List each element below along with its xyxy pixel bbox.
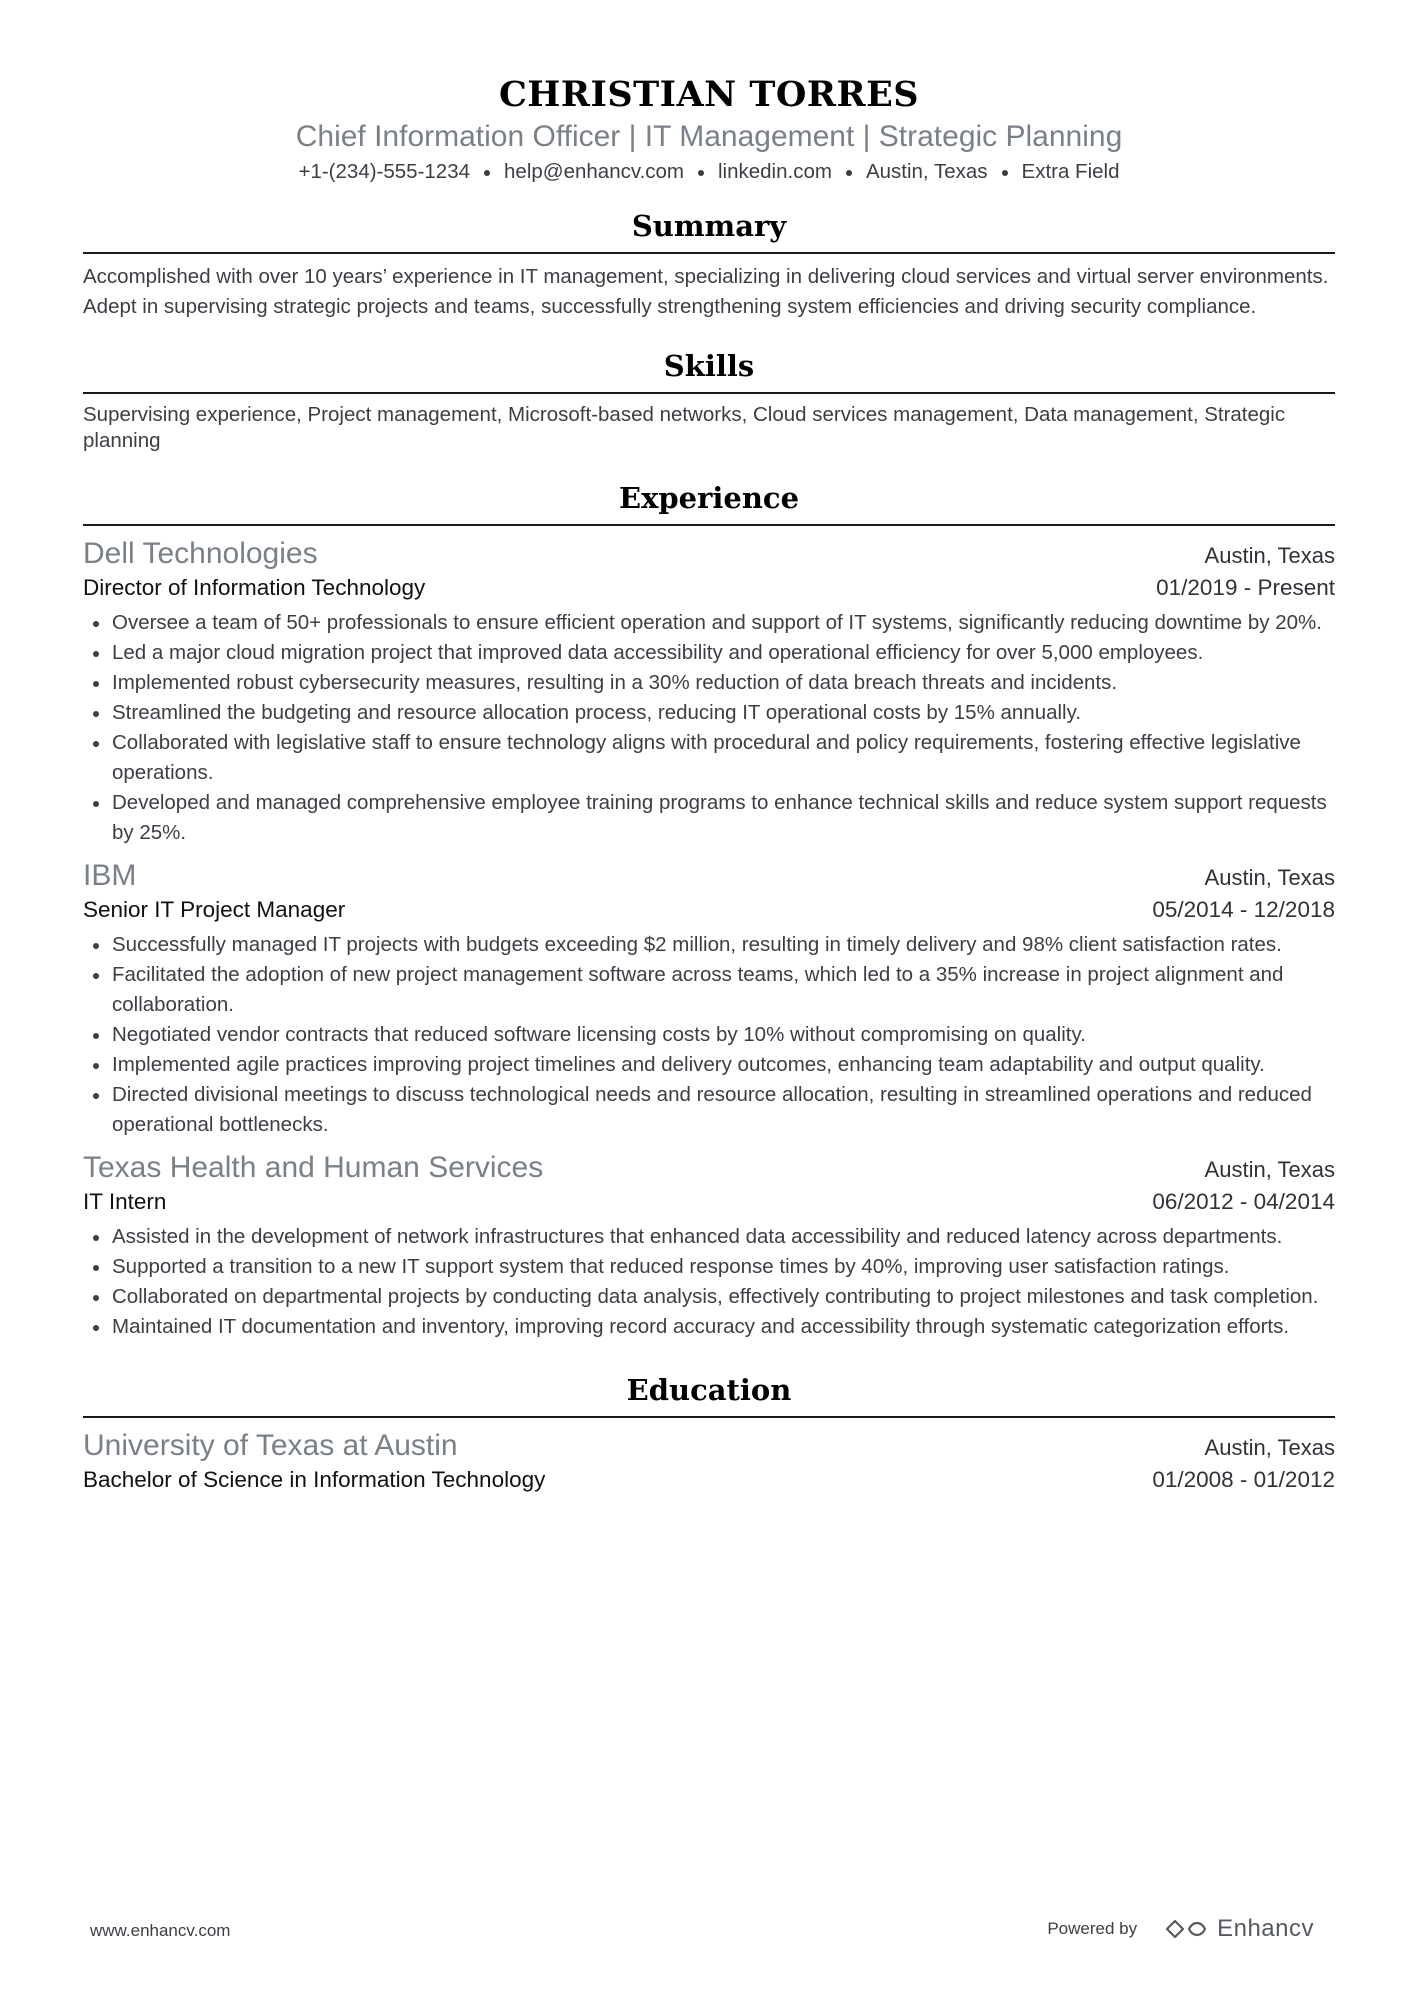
job-entry xyxy=(83,858,1335,1140)
job-role: Director of Information Technology xyxy=(83,575,426,600)
bullet-item: Developed and managed comprehensive employee training programs to enhance technical skills and reduce system support requests by 25%. xyxy=(83,788,1335,848)
job-dates: 06/2012 - 04/2014 xyxy=(1152,1189,1335,1214)
job-bullets xyxy=(83,1222,1335,1342)
experience-section xyxy=(83,480,1335,1342)
bullet-item: Streamlined the budgeting and resource allocation process, reducing IT operational costs by 15% annually. xyxy=(83,698,1335,728)
bullet-item: Collaborated with legislative staff to ensure technology aligns with procedural and policy requirements, fostering effective legislative operations. xyxy=(83,728,1335,788)
school-location: Austin, Texas xyxy=(1204,1435,1335,1460)
bullet-item: Oversee a team of 50+ professionals to ensure efficient operation and support of IT systems, significantly reducing downtime by 20%. xyxy=(83,608,1335,638)
job-entry xyxy=(83,1150,1335,1342)
education-entry xyxy=(83,1428,1335,1496)
contact-email[interactable]: help@enhancv.com xyxy=(504,160,684,183)
separator-dot-icon xyxy=(484,170,490,176)
job-dates: 05/2014 - 12/2018 xyxy=(1152,897,1335,922)
footer-website[interactable]: www.enhancv.com xyxy=(90,1921,231,1940)
skills-title: Skills xyxy=(663,349,755,383)
job-location: Austin, Texas xyxy=(1204,543,1335,568)
summary-text: Accomplished with over 10 years’ experience in IT management, specializing in delivering cloud services and virtual server environments. Adept in supervising strategic projects and teams, successfully strengthening system efficiencies and driving security compliance. xyxy=(83,265,1329,318)
bullet-item: Collaborated on departmental projects by conducting data analysis, effectively contributing to project milestones and task completion. xyxy=(83,1282,1335,1312)
bullet-item: Implemented agile practices improving project timelines and delivery outcomes, enhancing team adaptability and output quality. xyxy=(83,1050,1335,1080)
bullet-item: Led a major cloud migration project that improved data accessibility and operational efficiency for over 5,000 employees. xyxy=(83,638,1335,668)
job-role: Senior IT Project Manager xyxy=(83,897,346,922)
job-role: IT Intern xyxy=(83,1189,167,1214)
job-dates: 01/2019 - Present xyxy=(1156,575,1335,600)
contact-linkedin[interactable]: linkedin.com xyxy=(718,160,832,183)
brand-name: Enhancv xyxy=(1217,1915,1314,1942)
contact-line xyxy=(83,158,1335,186)
summary-section xyxy=(83,208,1335,322)
job-location: Austin, Texas xyxy=(1204,1157,1335,1182)
powered-by-label: Powered by xyxy=(1047,1919,1138,1938)
job-bullets xyxy=(83,930,1335,1140)
school-name: University of Texas at Austin xyxy=(83,1429,458,1462)
experience-title: Experience xyxy=(618,481,800,515)
separator-dot-icon xyxy=(698,170,704,176)
resume-page xyxy=(83,0,1335,1496)
summary-title: Summary xyxy=(631,209,787,243)
page-footer xyxy=(90,1915,1314,1945)
degree: Bachelor of Science in Information Technology xyxy=(83,1467,546,1492)
powered-by[interactable] xyxy=(1047,1915,1314,1943)
contact-extra-field: Extra Field xyxy=(1021,160,1120,183)
separator-dot-icon xyxy=(1002,170,1008,176)
bullet-item: Assisted in the development of network infrastructures that enhanced data accessibility and reduced latency across departments. xyxy=(83,1222,1335,1252)
job-location: Austin, Texas xyxy=(1204,865,1335,890)
skills-section xyxy=(83,348,1335,454)
bullet-item: Negotiated vendor contracts that reduced software licensing costs by 10% without compromising on quality. xyxy=(83,1020,1335,1050)
section-divider xyxy=(83,252,1335,254)
resume-header xyxy=(83,0,1335,186)
bullet-item: Facilitated the adoption of new project management software across teams, which led to a 35% increase in project alignment and collaboration. xyxy=(83,960,1335,1020)
company-name: Dell Technologies xyxy=(83,537,318,570)
bullet-item: Maintained IT documentation and inventory, improving record accuracy and accessibility through systematic categorization efforts. xyxy=(83,1312,1335,1342)
education-dates: 01/2008 - 01/2012 xyxy=(1152,1467,1335,1492)
company-name: Texas Health and Human Services xyxy=(83,1151,544,1184)
job-bullets xyxy=(83,608,1335,848)
company-name: IBM xyxy=(83,859,137,892)
section-divider xyxy=(83,1416,1335,1418)
bullet-item: Successfully managed IT projects with budgets exceeding $2 million, resulting in timely delivery and 98% client satisfaction rates. xyxy=(83,930,1335,960)
candidate-tagline: Chief Information Officer | IT Management | Strategic Planning xyxy=(295,120,1123,153)
skills-text: Supervising experience, Project management, Microsoft-based networks, Cloud services management, Data management, Strategic planning xyxy=(83,403,1286,452)
bullet-item: Directed divisional meetings to discuss technological needs and resource allocation, resulting in streamlined operations and reduced operational bottlenecks. xyxy=(83,1080,1335,1140)
education-title: Education xyxy=(626,1373,792,1407)
education-section xyxy=(83,1372,1335,1496)
bullet-item: Implemented robust cybersecurity measures, resulting in a 30% reduction of data breach threats and incidents. xyxy=(83,668,1335,698)
contact-phone: +1-(234)-555-1234 xyxy=(298,160,471,183)
job-entry xyxy=(83,536,1335,848)
contact-location: Austin, Texas xyxy=(865,160,988,183)
section-divider xyxy=(83,524,1335,526)
separator-dot-icon xyxy=(846,170,852,176)
enhancv-logo-icon xyxy=(1163,1917,1209,1941)
bullet-item: Supported a transition to a new IT support system that reduced response times by 40%, improving user satisfaction ratings. xyxy=(83,1252,1335,1282)
candidate-name: CHRISTIAN TORRES xyxy=(498,74,920,115)
section-divider xyxy=(83,392,1335,394)
